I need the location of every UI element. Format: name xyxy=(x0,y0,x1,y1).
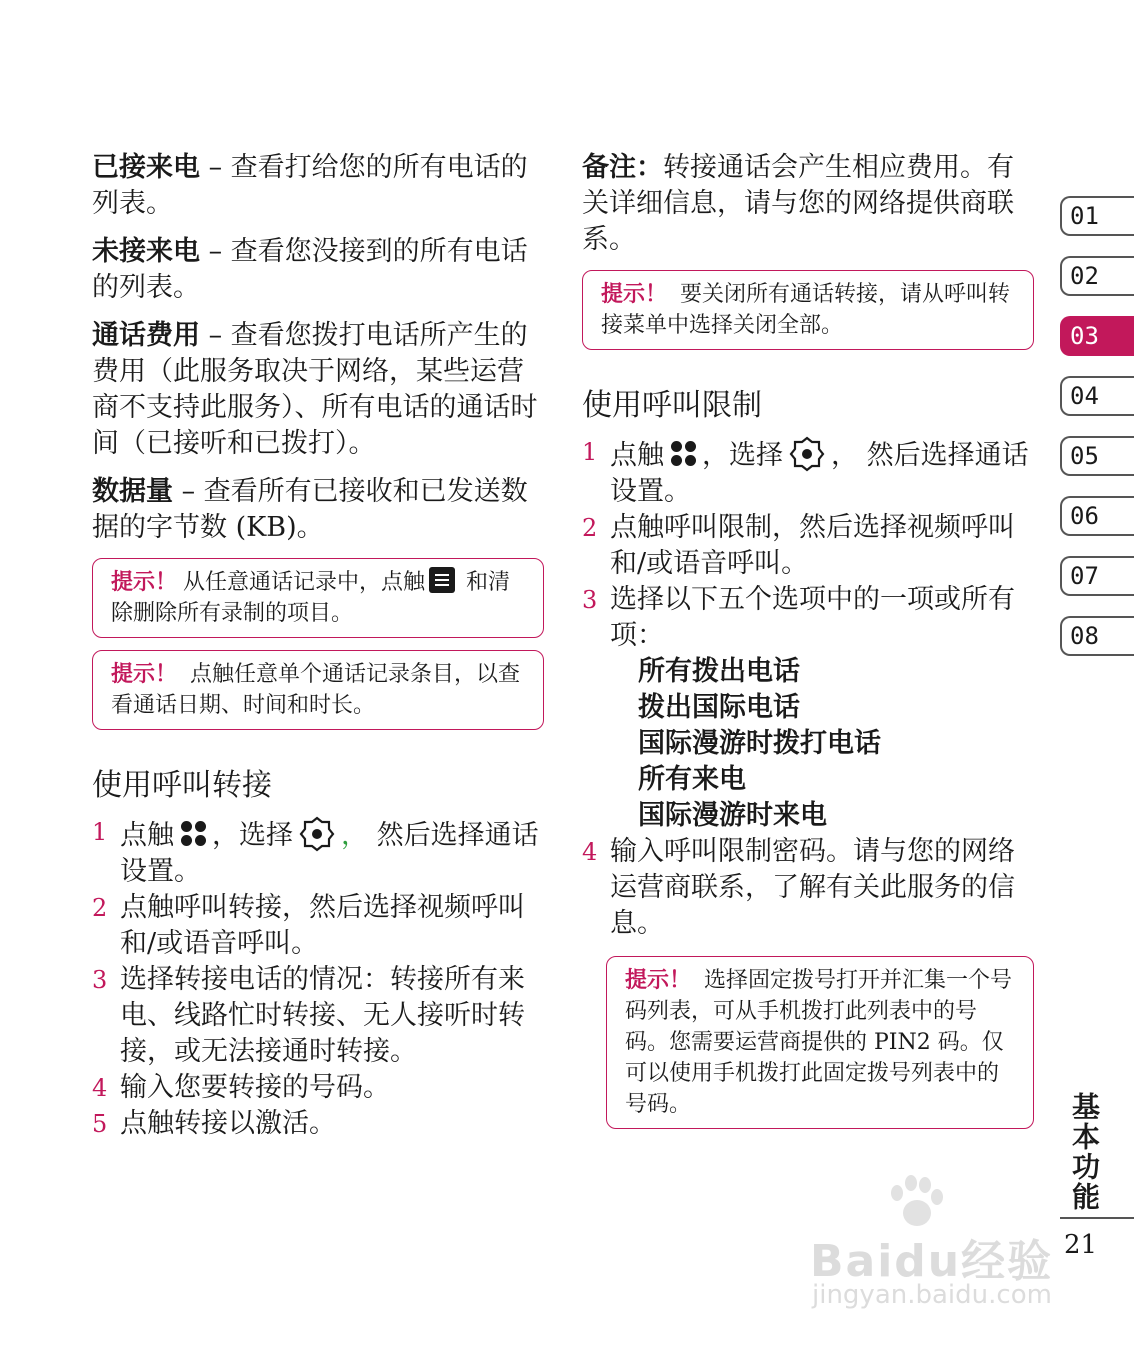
barring-option: 所有拨出电话 xyxy=(638,656,800,687)
term: 通话费用 xyxy=(92,320,200,351)
barring-option: 国际漫游时来电 xyxy=(638,800,827,831)
paragraph-missed-calls xyxy=(92,234,544,306)
step-item xyxy=(92,814,544,890)
chapter-tab-01[interactable]: 01 xyxy=(1060,196,1134,236)
term: 数据量 xyxy=(92,476,173,507)
steps-call-forwarding xyxy=(92,814,544,1142)
paragraph-note xyxy=(582,150,1034,258)
tip-box-clear-records xyxy=(92,558,544,638)
step-number: 3 xyxy=(582,586,598,614)
step-item xyxy=(92,962,544,1070)
barring-option: 国际漫游时拨打电话 xyxy=(638,728,881,759)
barring-options xyxy=(582,654,1034,834)
step-item xyxy=(582,834,1034,942)
paragraph-call-costs xyxy=(92,318,544,462)
step-item xyxy=(92,1106,544,1142)
tip-text: 选择固定拨号打开并汇集一个号码列表，可从手机拨打此列表中的号码。您需要运营商提供的 PIN2 码。仅可以使用手机拨打此固定拨号列表中的号码。 xyxy=(625,968,1013,1117)
step-number: 4 xyxy=(92,1074,108,1102)
note-text: 转接通话会产生相应费用。有关详细信息，请与您的网络提供商联系。 xyxy=(582,152,1014,255)
chapter-tab-03[interactable]: 03 xyxy=(1060,316,1134,356)
step-text-b: ，选择 xyxy=(702,440,783,471)
apps-grid-icon xyxy=(668,438,698,468)
tip-label: 提示！ xyxy=(111,662,178,687)
description: – 查看所有已接收和已发送数据的字节数 (KB)。 xyxy=(92,476,528,543)
term: 已接来电 xyxy=(92,152,200,183)
step-item xyxy=(582,510,1034,582)
tip-label: 提示！ xyxy=(111,570,178,595)
watermark-logo: Baidu经验 xyxy=(810,1236,1054,1287)
left-column xyxy=(92,150,544,1142)
step-text-c: ， xyxy=(831,440,858,471)
barring-option: 所有来电 xyxy=(638,764,746,795)
step-text-a: 点触 xyxy=(610,440,664,471)
watermark-url: jingyan.baidu.com xyxy=(812,1280,1052,1310)
tip-box-disable-forwarding xyxy=(582,270,1034,350)
step-number: 1 xyxy=(92,818,108,846)
divider xyxy=(1060,1217,1134,1219)
step-item xyxy=(582,434,1034,510)
tip-text-b: 和清除删除所有录制的项目。 xyxy=(111,570,511,626)
step-item xyxy=(92,890,544,962)
chapter-tab-02[interactable]: 02 xyxy=(1060,256,1134,296)
paragraph-data-volume xyxy=(92,474,544,546)
step-text-d: 然后选择通话设置。 xyxy=(610,440,1029,507)
step-text: 点触呼叫限制，然后选择视频呼叫和/或语音呼叫。 xyxy=(610,512,1015,579)
step-text: 选择转接电话的情况：转接所有来电、线路忙时转接、无人接听时转接，或无法接通时转接。 xyxy=(120,964,525,1067)
chapter-tab-04[interactable]: 04 xyxy=(1060,376,1134,416)
step-text xyxy=(610,434,1034,510)
step-text-b: ，选择 xyxy=(212,820,293,851)
step-number: 3 xyxy=(92,966,108,994)
apps-grid-icon xyxy=(178,818,208,848)
step-text-c: ， xyxy=(341,820,368,851)
chapter-tab-06[interactable]: 06 xyxy=(1060,496,1134,536)
page-number: 21 xyxy=(1064,1230,1098,1260)
step-text-d: 然后选择通话设置。 xyxy=(120,820,539,887)
note-term: 备注： xyxy=(582,152,663,183)
tip-box-fixed-dialing xyxy=(606,956,1034,1129)
step-number: 4 xyxy=(582,838,598,866)
tip-text: 点触任意单个通话记录条目，以查看通话日期、时间和时长。 xyxy=(111,662,521,718)
right-column xyxy=(582,150,1034,1141)
step-number: 1 xyxy=(582,438,598,466)
step-text: 输入您要转接的号码。 xyxy=(120,1072,390,1103)
section-heading-call-forwarding: 使用呼叫转接 xyxy=(92,768,272,803)
tip-text: 要关闭所有通话转接，请从呼叫转接菜单中选择关闭全部。 xyxy=(601,282,1011,338)
step-number: 5 xyxy=(92,1110,108,1138)
menu-icon xyxy=(429,567,455,593)
settings-gear-icon xyxy=(297,814,337,854)
description: – 查看您没接到的所有电话的列表。 xyxy=(92,236,528,303)
tip-box-view-details xyxy=(92,650,544,730)
section-heading-call-barring: 使用呼叫限制 xyxy=(582,388,762,423)
step-text-a: 点触 xyxy=(120,820,174,851)
tip-label: 提示！ xyxy=(625,968,692,993)
step-item xyxy=(92,1070,544,1106)
step-number: 2 xyxy=(92,894,108,922)
step-text: 点触呼叫转接，然后选择视频呼叫和/或语音呼叫。 xyxy=(120,892,525,959)
step-text xyxy=(120,814,544,890)
step-text: 点触转接以激活。 xyxy=(120,1108,336,1139)
settings-gear-icon xyxy=(787,434,827,474)
paragraph-received-calls xyxy=(92,150,544,222)
step-item xyxy=(582,582,1034,654)
tip-text-a: 从任意通话记录中，点触 xyxy=(183,570,426,595)
step-number: 2 xyxy=(582,514,598,542)
description: – 查看打给您的所有电话的列表。 xyxy=(92,152,528,219)
description: – 查看您拨打电话所产生的费用（此服务取决于网络，某些运营商不支持此服务）、所有电话的通话时间（已接听和已拨打）。 xyxy=(92,320,538,459)
step-text: 输入呼叫限制密码。请与您的网络运营商联系，了解有关此服务的信息。 xyxy=(610,836,1015,939)
section-title-vertical: 基本功能 xyxy=(1068,1092,1101,1212)
chapter-tab-07[interactable]: 07 xyxy=(1060,556,1134,596)
step-text: 选择以下五个选项中的一项或所有项： xyxy=(610,584,1015,651)
term: 未接来电 xyxy=(92,236,200,267)
paw-watermark-icon xyxy=(885,1175,945,1231)
chapter-tab-05[interactable]: 05 xyxy=(1060,436,1134,476)
steps-call-barring xyxy=(582,434,1034,942)
chapter-tab-08[interactable]: 08 xyxy=(1060,616,1134,656)
barring-option: 拨出国际电话 xyxy=(638,692,800,723)
tip-label: 提示！ xyxy=(601,282,668,307)
